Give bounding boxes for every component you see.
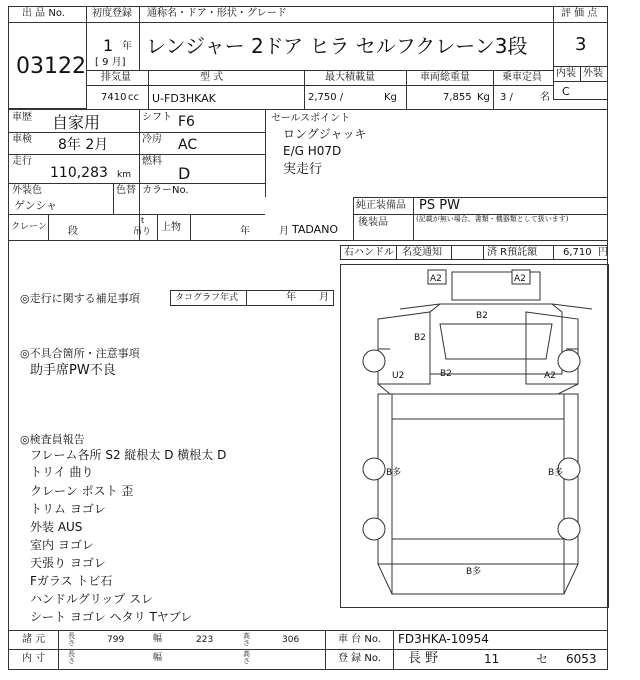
- tachograph-year-unit: 年: [286, 292, 296, 303]
- damage-mark: A2: [514, 274, 526, 284]
- mileage-label: 走行: [12, 156, 32, 167]
- driving-remarks-label: ◎走行に関する補足事項: [20, 292, 140, 305]
- gross-weight-label: 車両総重量: [420, 72, 470, 83]
- fuel-value: D: [178, 164, 191, 183]
- color-value: ゲンシャ: [14, 199, 58, 212]
- wheel-rear-left: [363, 518, 385, 540]
- damage-mark: B多: [548, 468, 564, 478]
- sales-point-item: E/G H07D: [283, 144, 342, 158]
- damage-mark: A2: [430, 274, 442, 284]
- max-load-unit: Kg: [384, 92, 397, 103]
- model-name: レンジャー 2ドア ヒラ セルフクレーン3段: [146, 34, 528, 58]
- evaluation-score: 3: [575, 34, 587, 55]
- right-hand-drive: 右ハンドル: [344, 247, 394, 258]
- aftermarket-label: 後装品: [358, 217, 388, 228]
- color-code-label: カラーNo.: [142, 185, 189, 196]
- inspector-item: シート ヨゴレ ヘタリ Tヤブレ: [30, 610, 193, 624]
- inspector-item: ハンドルグリップ スレ: [30, 592, 154, 606]
- color-label: 外装色: [12, 185, 42, 196]
- crane-capacity-unit: 吊り: [133, 227, 152, 237]
- damage-mark: B2: [414, 333, 426, 343]
- mileage-value: 110,283: [50, 165, 108, 181]
- truck-damage-diagram: [340, 264, 610, 609]
- evaluation-label: 評 価 点: [561, 8, 598, 19]
- gross-weight-value: 7,855: [443, 92, 472, 103]
- model-name-label: 通称名・ドア・形状・グレード: [147, 8, 287, 19]
- max-load-label: 最大積載量: [325, 72, 375, 83]
- interior-grade: C: [562, 85, 570, 98]
- inspector-item: クレーン ポスト 歪: [30, 484, 134, 498]
- genuine-equipment-label: 純正装備品: [356, 200, 406, 211]
- height-label: 高さ: [243, 632, 250, 647]
- interior-dimension-label: 内 寸: [22, 653, 46, 664]
- defect-item: 助手席PW不良: [30, 363, 116, 378]
- first-registration-label: 初度登録: [92, 8, 132, 19]
- size-label: 諸 元: [22, 634, 46, 645]
- displacement-value: 7410: [101, 92, 127, 103]
- wheel-rear-right: [558, 518, 580, 540]
- crane-month-unit: 月: [279, 226, 289, 237]
- recycle-deposit-unit: 円: [598, 247, 608, 258]
- crane-stages-unit: 段: [68, 226, 78, 237]
- registration-number: 6053: [566, 652, 597, 666]
- damage-mark: B2: [476, 311, 488, 321]
- interior-grade-label: 内装: [556, 68, 576, 79]
- fuel-label: 燃料: [142, 156, 162, 167]
- aftermarket-note: (記載が無い場合、書類・機器類として扱います): [416, 215, 569, 223]
- damage-mark: U2: [392, 371, 405, 381]
- wheel-mid-left: [363, 458, 385, 480]
- interior-height-label: 高さ: [243, 650, 250, 665]
- mileage-unit: km: [117, 170, 131, 180]
- height-value: 306: [282, 635, 300, 645]
- chassis-number-label: 車 台 No.: [338, 634, 381, 645]
- sales-point-item: ロングジャッキ: [283, 127, 367, 141]
- defect-notes-label: ◎不具合箇所・注意事項: [20, 347, 140, 360]
- wheel-front-right: [558, 350, 580, 372]
- inspection-value: 8年 2月: [58, 137, 109, 153]
- recycle-deposit-value: 6,710: [563, 247, 592, 258]
- first-registration-year: 1: [103, 36, 114, 55]
- inspector-item: Fガラス トビ石: [30, 574, 113, 588]
- registration-number-label: 登 録 No.: [338, 653, 381, 664]
- capacity-label: 乗車定員: [502, 72, 542, 83]
- lot-number: 03122: [16, 54, 86, 79]
- crane-year-unit: 年: [240, 226, 250, 237]
- registration-kana: セ: [536, 652, 549, 666]
- capacity-unit: 名: [540, 92, 550, 103]
- tachograph-month-unit: 月: [319, 292, 329, 303]
- length-label: 長さ: [68, 632, 75, 647]
- inspector-item: トリム ヨゴレ: [30, 502, 106, 516]
- damage-mark: B2: [440, 369, 452, 379]
- first-registration-month: [ 9 月]: [95, 57, 126, 68]
- year-unit: 年: [122, 41, 132, 52]
- wheel-front-left: [363, 350, 385, 372]
- tachograph-label: タコグラフ年式: [175, 293, 239, 303]
- model-code-label: 型 式: [200, 72, 224, 83]
- registration-region: 長 野: [408, 651, 439, 666]
- crane-ton-unit: t: [141, 216, 145, 225]
- shift-label: シフト: [142, 112, 172, 123]
- crane-label: クレーン: [11, 222, 47, 232]
- width-label: 幅: [153, 634, 163, 644]
- chassis-number: FD3HKA-10954: [398, 632, 489, 646]
- color-change-label: 色替: [116, 185, 136, 196]
- inspector-item: トリイ 曲り: [30, 465, 94, 479]
- damage-mark: A2: [544, 371, 556, 381]
- lot-number-label: 出 品 No.: [22, 8, 65, 19]
- registration-class: 11: [484, 652, 500, 666]
- inspector-item: 室内 ヨゴレ: [30, 538, 94, 552]
- history-label: 車歴: [12, 112, 32, 123]
- exterior-grade-label: 外装: [583, 68, 603, 79]
- capacity-value: 3 /: [500, 92, 513, 103]
- name-change-notice: 名変通知: [402, 247, 442, 258]
- windshield-outline: [440, 324, 552, 359]
- inspector-item: 天張り ヨゴレ: [30, 556, 106, 570]
- width-value: 223: [196, 635, 214, 645]
- interior-width-label: 幅: [153, 653, 163, 663]
- gross-weight-unit: Kg: [477, 92, 490, 103]
- interior-length-label: 長さ: [68, 650, 75, 665]
- ac-value: AC: [178, 137, 198, 153]
- max-load-value: 2,750 /: [308, 92, 344, 103]
- length-value: 799: [107, 635, 125, 645]
- displacement-unit: cc: [128, 92, 139, 103]
- inspection-label: 車検: [12, 134, 32, 145]
- ac-label: 冷房: [142, 134, 162, 145]
- crane-upper-label: 上物: [161, 222, 181, 233]
- history-value: 自家用: [52, 113, 101, 132]
- recycle-deposit-label: 済 R預託額: [487, 247, 538, 258]
- displacement-label: 排気量: [101, 72, 131, 83]
- inspector-report-label: ◎検査員報告: [20, 433, 85, 446]
- sales-point-item: 実走行: [283, 162, 323, 177]
- shift-value: F6: [178, 114, 195, 130]
- inspector-item: 外装 AUS: [30, 520, 83, 534]
- genuine-equipment-value: PS PW: [419, 198, 460, 213]
- inspector-item: フレーム各所 S2 縦根太 D 横根太 D: [30, 448, 227, 462]
- damage-mark: B多: [466, 567, 482, 577]
- crane-maker: TADANO: [292, 223, 339, 236]
- model-code: U-FD3HKAK: [152, 92, 216, 105]
- damage-mark: B多: [386, 468, 402, 478]
- sales-points-label: セールスポイント: [271, 113, 351, 124]
